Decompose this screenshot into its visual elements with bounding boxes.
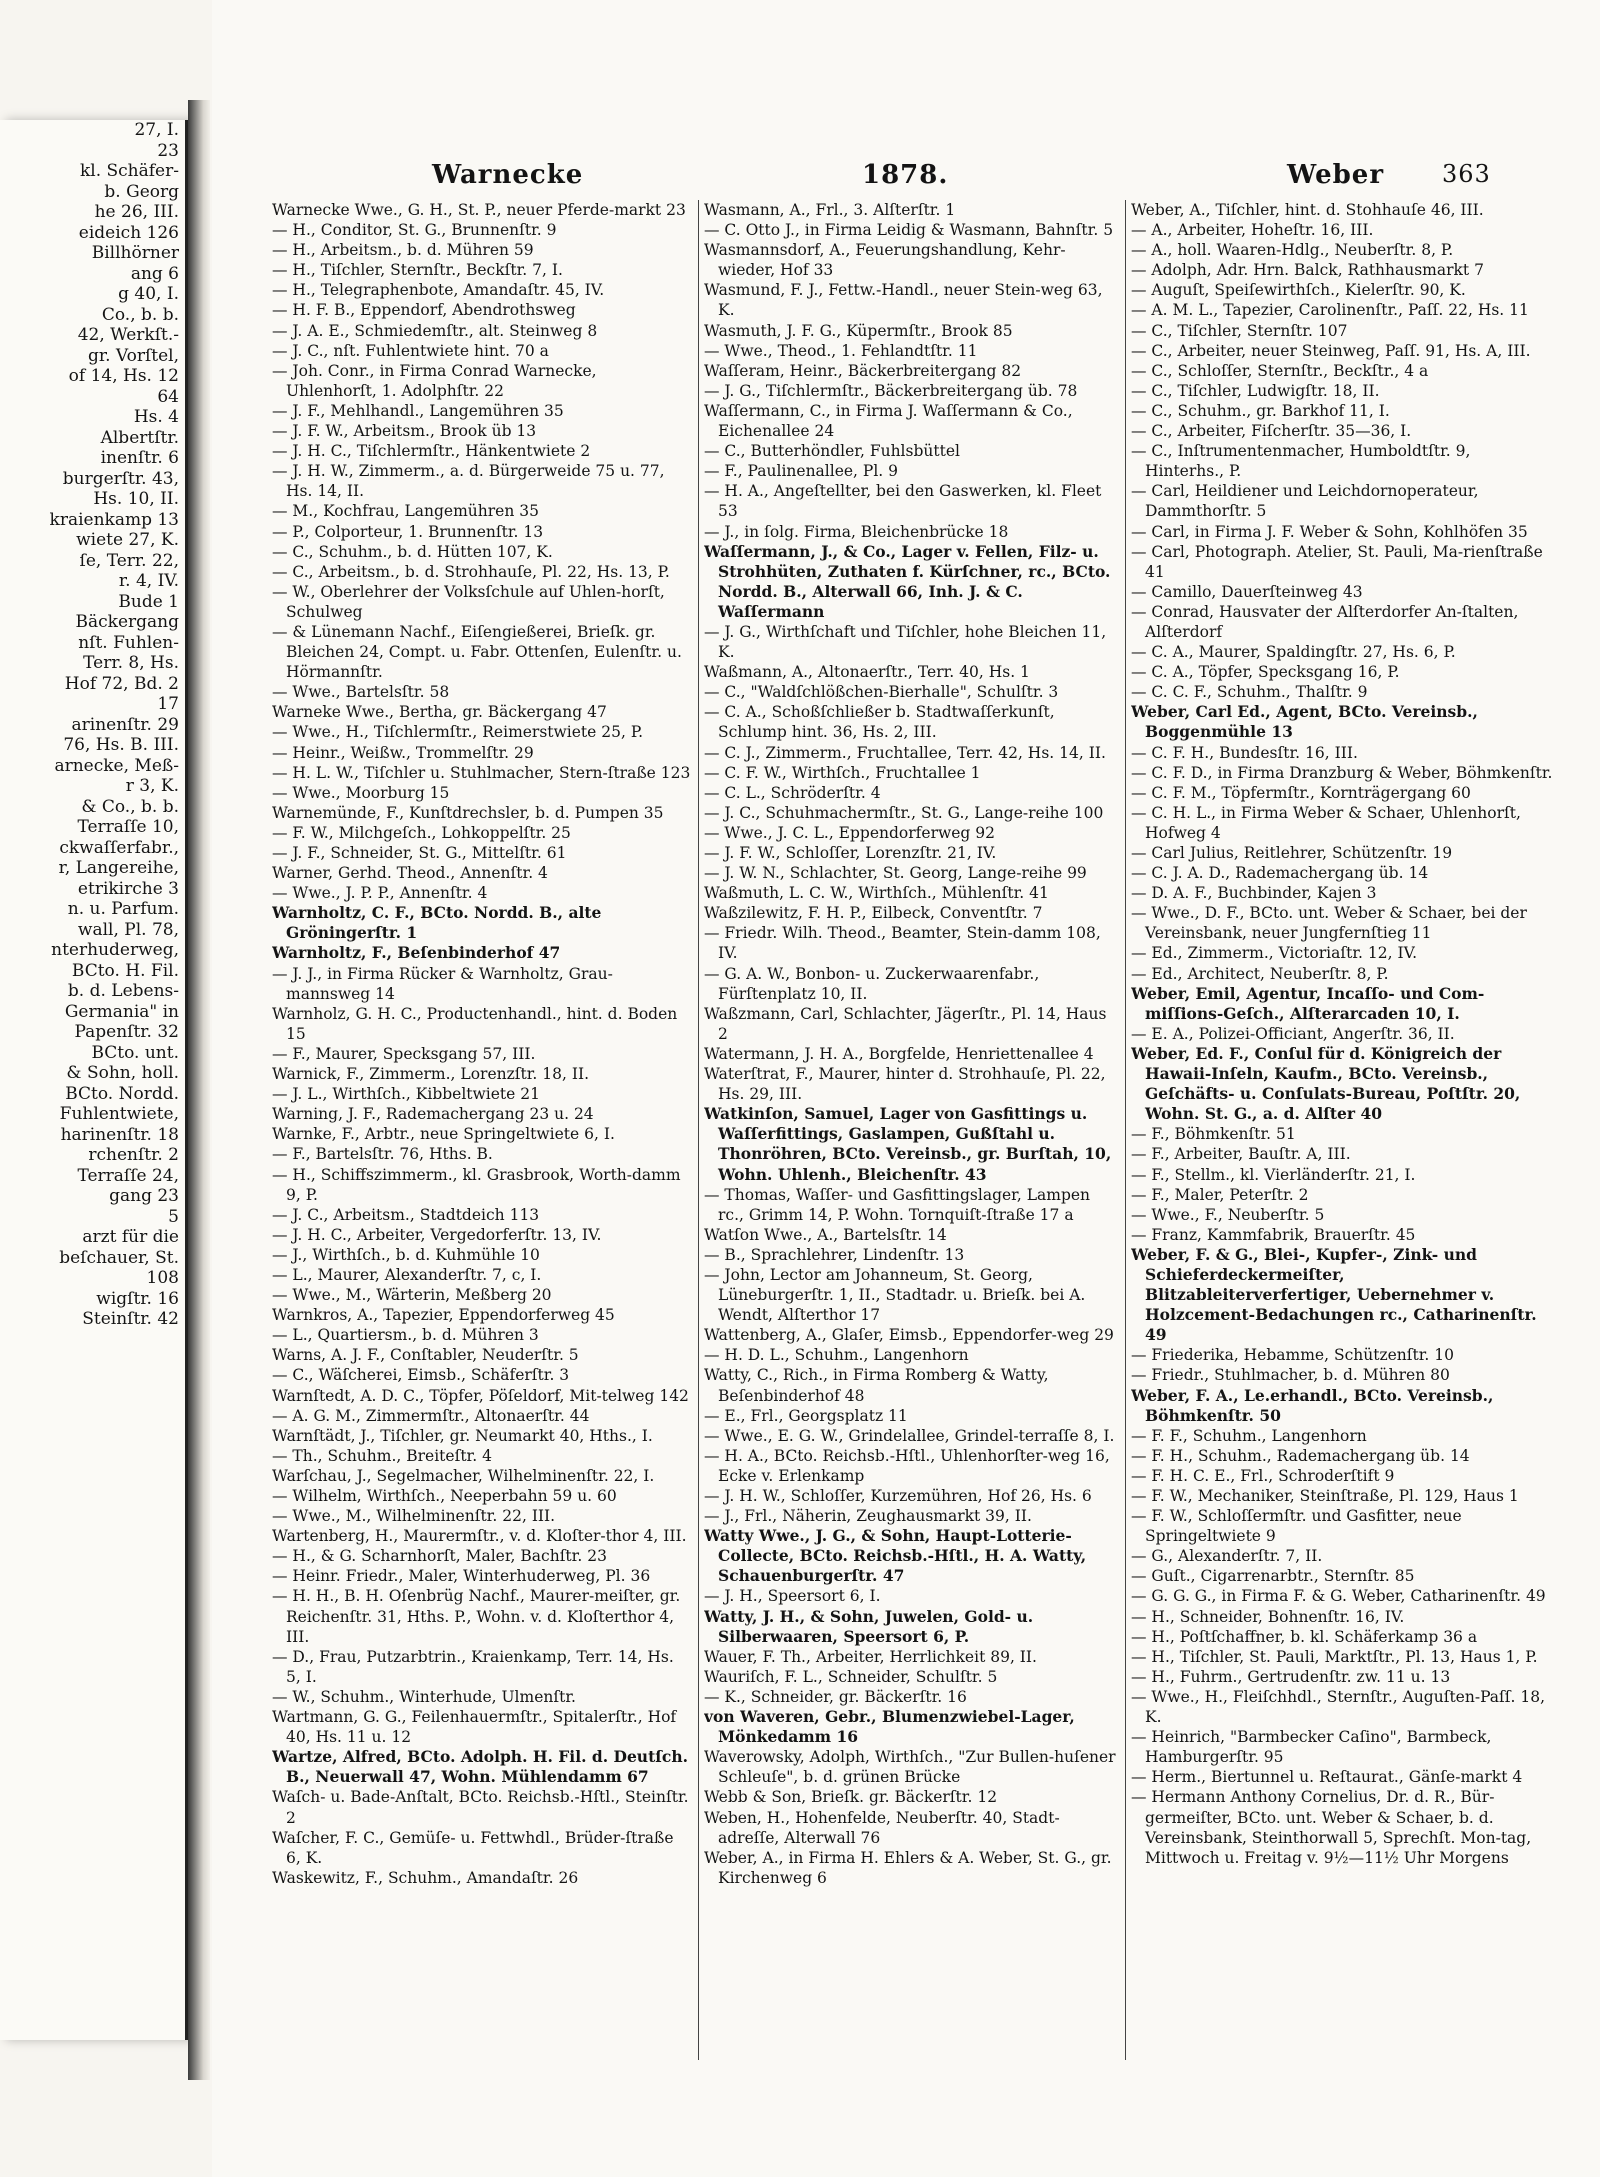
directory-entry: — H., Tiſchler, Sternſtr., Beckſtr. 7, I. xyxy=(272,261,563,280)
directory-entry: Wauriſch, F. L., Schneider, Schulſtr. 5 xyxy=(704,1667,998,1686)
directory-entry: — C. C. F., Schuhm., Thalſtr. 9 xyxy=(1131,683,1368,702)
previous-page-line: Fuhlentwiete, xyxy=(59,1104,179,1124)
previous-page-line: Hof 72, Bd. 2 xyxy=(64,673,179,694)
previous-page-line: 42, Werkſt.- xyxy=(77,325,179,345)
previous-page-line: Steinſtr. 42 xyxy=(82,1309,179,1329)
previous-page-line: 17 xyxy=(157,694,179,714)
directory-entry: — J. C., Arbeitsm., Stadtdeich 113 xyxy=(272,1205,540,1224)
directory-entry: — H. L. W., Tiſchler u. Stuhlmacher, Stern-ſtraße 123 xyxy=(272,763,691,782)
directory-entry: — J. F. W., Arbeitsm., Brook üb 13 xyxy=(272,422,537,441)
directory-entry: Warning, J. F., Rademachergang 23 u. 24 xyxy=(272,1105,594,1124)
directory-entry: — J. L., Wirthſch., Kibbeltwiete 21 xyxy=(272,1085,540,1104)
previous-page-line: g 40, I. xyxy=(118,284,179,304)
directory-entry: — H., Schiffszimmerm., kl. Grasbrook, Worth-damm 9, P. xyxy=(272,1165,681,1204)
directory-entry: — J. C., Schuhmachermſtr., St. G., Lange-reihe 100 xyxy=(704,803,1104,822)
directory-entry: — J. F., Schneider, St. G., Mittelſtr. 61 xyxy=(272,844,567,862)
directory-entry: — H. H., B. H. Oſenbrüg Nachf., Maurer-meiſter, gr. Reichenſtr. 31, Hths. P., Wohn. v. d. Kloſterthor 4, III. xyxy=(272,1587,681,1646)
directory-entry: — M., Kochfrau, Langemühren 35 xyxy=(272,502,539,521)
directory-entry: — J. F. W., Schloſſer, Lorenzſtr. 21, IV. xyxy=(704,844,997,862)
directory-entry: — C. Otto J., in Firma Leidig & Wasmann, Bahnſtr. 5 xyxy=(704,221,1114,240)
previous-page-line: BCto. Nordd. xyxy=(65,1083,179,1104)
directory-entry: — Th., Schuhm., Breiteſtr. 4 xyxy=(272,1446,492,1465)
directory-entry: Warns, A. J. F., Conſtabler, Neuderſtr. 5 xyxy=(272,1346,579,1365)
previous-page-line: gr. Vorſtel, xyxy=(87,345,179,366)
previous-page-line: b. d. Lebens- xyxy=(67,981,179,1001)
directory-entry: — C., Arbeiter, neuer Steinweg, Paſſ. 91, Hs. A, III. xyxy=(1131,341,1531,360)
directory-entry: — A., Arbeiter, Hoheſtr. 16, III. xyxy=(1131,221,1374,240)
header-year: 1878. xyxy=(862,160,949,190)
directory-entry: — A. M. L., Tapezier, Carolinenſtr., Paſſ. 22, Hs. 11 xyxy=(1131,301,1529,320)
directory-entry: — Ed., Zimmerm., Victoriaſtr. 12, IV. xyxy=(1131,944,1417,963)
previous-page-line: b. Georg xyxy=(104,181,179,202)
directory-entry: von Waveren, Gebr., Blumenzwiebel-Lager, Mönkedamm 16 xyxy=(704,1707,1075,1747)
directory-entry: — Friederika, Hebamme, Schützenſtr. 10 xyxy=(1131,1346,1455,1365)
previous-page-line: 64 xyxy=(157,386,179,407)
directory-entry: — Wwe., Moorburg 15 xyxy=(272,783,450,802)
directory-entry: — J. H. W., Zimmerm., a. d. Bürgerweide 75 u. 77, Hs. 14, II. xyxy=(272,462,665,501)
directory-entry: — F., Arbeiter, Bauſtr. A, III. xyxy=(1131,1145,1351,1164)
directory-entry: — C., Arbeiter, Fiſcherſtr. 35—36, I. xyxy=(1131,422,1412,441)
directory-entry: — F., Böhmkenſtr. 51 xyxy=(1131,1125,1296,1144)
directory-entry: — J., in ſolg. Firma, Bleichenbrücke 18 xyxy=(704,522,1009,541)
directory-entry: Weben, H., Hohenfelde, Neuberſtr. 40, Stadt-adreſſe, Alterwall 76 xyxy=(704,1808,1060,1847)
previous-page-line: etrikirche 3 xyxy=(77,878,179,899)
directory-entry: — H., Conditor, St. G., Brunnenſtr. 9 xyxy=(272,221,557,240)
directory-entry: Waßmuth, L. C. W., Wirthſch., Mühlenſtr. 41 xyxy=(704,884,1049,903)
previous-page-line: r 3, K. xyxy=(125,776,179,796)
directory-entry: Warnke, F., Arbtr., neue Springeltwiete 6, I. xyxy=(272,1125,615,1144)
previous-page-line: Germania" in xyxy=(64,1001,179,1022)
previous-page-line: & Co., b. b. xyxy=(81,796,179,817)
previous-page-line: rchenſtr. 2 xyxy=(88,1145,179,1165)
directory-entry: — C., Schuhm., gr. Barkhof 11, I. xyxy=(1131,401,1390,420)
directory-entry: — Auguſt, Speiſewirthſch., Kielerſtr. 90, K. xyxy=(1131,281,1466,300)
directory-entry: — Hermann Anthony Cornelius, Dr. d. R., Bür-germeiſter, BCto. unt. Weber & Schaer, b. d. Vereinsbank, Steinthorwall 5, Sprechſt. Mon-tag, Mittwoch u. Freitag v. 9½—11½ Uhr Morgens xyxy=(1131,1788,1532,1867)
directory-entry: — C. J. A. D., Rademachergang üb. 14 xyxy=(1131,864,1429,883)
directory-entry: — C., Tiſchler, Sternſtr. 107 xyxy=(1131,321,1348,340)
directory-entry: Wartenberg, H., Maurermſtr., v. d. Kloſter-thor 4, III. xyxy=(272,1527,687,1546)
previous-page-line: nſt. Fuhlen- xyxy=(78,632,179,653)
directory-entry: — J. H. W., Schloſſer, Kurzemühren, Hof 26, Hs. 6 xyxy=(704,1487,1092,1505)
directory-entry: — F. W., Mechaniker, Steinſtraße, Pl. 129, Haus 1 xyxy=(1131,1487,1519,1505)
directory-entry: — F., Bartelsſtr. 76, Hths. B. xyxy=(272,1145,493,1164)
column-3 xyxy=(1131,200,1553,2060)
directory-entry: Warnemünde, F., Kunſtdrechsler, b. d. Pumpen 35 xyxy=(272,803,664,822)
previous-page-line: inenſtr. 6 xyxy=(100,448,179,468)
directory-entry: — C. F. M., Töpfermſtr., Kornträgergang 60 xyxy=(1131,783,1471,802)
directory-entry: — W., Oberlehrer der Volksſchule auf Uhlen-horſt, Schulweg xyxy=(272,582,665,621)
directory-entry: Waßzmann, Carl, Schlachter, Jägerſtr., Pl. 14, Haus 2 xyxy=(704,1004,1107,1043)
previous-page-line: arzt für die xyxy=(82,1227,179,1247)
previous-page-line: 23 xyxy=(157,140,179,161)
column-rule xyxy=(1125,200,1126,2060)
directory-entry: — G. A. W., Bonbon- u. Zuckerwaarenfabr., Fürſtenplatz 10, II. xyxy=(704,964,1040,1003)
directory-entry: Weber, F. & G., Blei-, Kupfer-, Zink- und Schieferdeckermeiſter, Blitzableiterverfertiger, Uebernehmer v. Holzcement-Bedachungen rc., Catharinenſtr. 49 xyxy=(1131,1244,1537,1345)
previous-page-line: eideich 126 xyxy=(78,222,179,243)
directory-entry: — C. F. W., Wirthſch., Fruchtallee 1 xyxy=(704,763,981,782)
directory-entry: Warnkros, A., Tapezier, Eppendorferweg 45 xyxy=(272,1306,615,1325)
directory-entry: — Carl, in Firma J. F. Weber & Sohn, Kohlhöfen 35 xyxy=(1131,522,1528,541)
directory-entry: — Wwe., J. P. P., Annenſtr. 4 xyxy=(272,884,488,903)
directory-entry: — Franz, Kammfabrik, Brauerſtr. 45 xyxy=(1131,1225,1416,1244)
directory-entry: — C., Butterhöndler, Fuhlsbüttel xyxy=(704,442,960,461)
directory-entry: — H., Poſtſchaffner, b. kl. Schäferkamp 36 a xyxy=(1131,1627,1478,1646)
previous-page-line: of 14, Hs. 12 xyxy=(68,366,179,386)
directory-entry: Weber, F. A., Le.erhandl., BCto. Vereinsb., Böhmkenſtr. 50 xyxy=(1131,1385,1494,1425)
directory-entry: — J. W. N., Schlachter, St. Georg, Lange-reihe 99 xyxy=(704,864,1087,883)
directory-entry: — C., Wäſcherei, Eimsb., Schäferſtr. 3 xyxy=(272,1366,570,1385)
previous-page-line: burgerſtr. 43, xyxy=(62,468,179,489)
directory-entry: Wasmuth, J. F. G., Küpermſtr., Brook 85 xyxy=(704,321,1013,340)
directory-entry: — C. H. L., in Firma Weber & Schaer, Uhlenhorſt, Hofweg 4 xyxy=(1131,803,1521,842)
directory-entry: — H. A., Angeſtellter, bei den Gaswerken, kl. Fleet 53 xyxy=(704,482,1102,521)
directory-entry: — J. A. E., Schmiedemſtr., alt. Steinweg 8 xyxy=(272,321,598,340)
directory-entry: — H., Tiſchler, St. Pauli, Marktſtr., Pl. 13, Haus 1, P. xyxy=(1131,1647,1538,1666)
header-right-catchword: Weber xyxy=(1287,160,1385,190)
directory-entry: — D. A. F., Buchbinder, Kajen 3 xyxy=(1131,884,1377,903)
directory-entry: Watkinſon, Samuel, Lager von Gasfittings u. Waſſerfittings, Gaslampen, Gußſtahl u. Thonröhren, BCto. Vereinsb., gr. Burſtah, 10, Wohn. Uhlenh., Bleichenſtr. 43 xyxy=(704,1104,1112,1184)
directory-entry: — H. F. B., Eppendorf, Abendrothsweg xyxy=(272,301,576,320)
directory-entry: Watty, C., Rich., in Firma Romberg & Watty, Beſenbinderhof 48 xyxy=(704,1366,1049,1405)
directory-entry: Weber, A., Tiſchler, hint. d. Stohhauſe 46, III. xyxy=(1131,201,1484,219)
directory-entry: — Wilhelm, Wirthſch., Neeperbahn 59 u. 60 xyxy=(272,1487,617,1505)
previous-page-line: 76, Hs. B. III. xyxy=(63,735,179,755)
directory-entry: Waſſermann, C., in Firma J. Waſſermann & Co., Eichenallee 24 xyxy=(704,401,1073,441)
directory-entry: — Thomas, Waſſer- und Gasfittingslager, Lampen rc., Grimm 14, P. Wohn. Tornquiſt-ſtraße 17 a xyxy=(704,1185,1091,1224)
directory-entry: Weber, Ed. F., Conſul für d. Königreich der Hawaii-Inſeln, Kaufm., BCto. Vereinsb., Geſchäfts- u. Conſulats-Bureau, Poſtſtr. 20, Wohn. St. G., a. d. Alſter 40 xyxy=(1131,1043,1521,1124)
previous-page-line: ckwaſſerfabr., xyxy=(59,837,179,858)
directory-entry: — H. D. L., Schuhm., Langenhorn xyxy=(704,1346,969,1365)
page-header xyxy=(212,160,1600,200)
directory-entry: — Carl, Photograph. Atelier, St. Pauli, Ma-rienſtraße 41 xyxy=(1131,542,1543,581)
column-2 xyxy=(704,200,1119,2060)
previous-page-line: gang 23 xyxy=(109,1186,179,1206)
directory-entry: — Heinrich, "Barmbecker Caſino", Barmbeck, Hamburgerſtr. 95 xyxy=(1131,1728,1492,1767)
previous-page-line: wall, Pl. 78, xyxy=(77,919,179,940)
directory-entry: Watty, J. H., & Sohn, Juwelen, Gold- u. Silberwaaren, Speersort 6, P. xyxy=(704,1606,1034,1646)
directory-entry: — C., "Waldſchlößchen-Bierhalle", Schulſtr. 3 xyxy=(704,683,1059,702)
directory-entry: Wartmann, G. G., Feilenhauermſtr., Spitalerſtr., Hof 40, Hs. 11 u. 12 xyxy=(272,1708,677,1747)
directory-entry: — C., Schuhm., b. d. Hütten 107, K. xyxy=(272,542,553,561)
directory-entry: Wasmann, A., Frl., 3. Alſterſtr. 1 xyxy=(704,201,956,219)
directory-entry: — H., Fuhrm., Gertrudenſtr. zw. 11 u. 13 xyxy=(1131,1667,1451,1686)
directory-entry: — Wwe., H., Fleiſchhdl., Sternſtr., Auguſten-Paſſ. 18, K. xyxy=(1131,1687,1546,1727)
directory-entry: Warnholtz, F., Beſenbinderhof 47 xyxy=(272,943,561,963)
previous-page-edge xyxy=(0,120,188,2040)
directory-entry: — H., Arbeitsm., b. d. Mühren 59 xyxy=(272,241,534,260)
directory-entry: Warnecke Wwe., G. H., St. P., neuer Pferde-markt 23 xyxy=(272,201,686,219)
previous-page-line: Papenſtr. 32 xyxy=(74,1022,179,1042)
directory-entry: — L., Quartiersm., b. d. Mühren 3 xyxy=(272,1326,539,1345)
directory-entry: Weber, Emil, Agentur, Incaſſo- und Com-miſſions-Geſch., Alſterarcaden 10, I. xyxy=(1131,983,1485,1023)
directory-entry: — F., Maler, Peterſtr. 2 xyxy=(1131,1185,1309,1204)
directory-entry: — Friedr., Stuhlmacher, b. d. Mühren 80 xyxy=(1131,1366,1450,1385)
directory-entry: — J. G., Wirthſchaft und Tiſchler, hohe Bleichen 11, K. xyxy=(704,622,1107,662)
previous-page-line: beſchauer, St. xyxy=(59,1247,179,1268)
previous-page-lines xyxy=(0,120,185,1330)
directory-entry: — C. J., Zimmerm., Fruchtallee, Terr. 42, Hs. 14, II. xyxy=(704,743,1106,762)
directory-entry: — H., & G. Scharnhorſt, Maler, Bachſtr. 23 xyxy=(272,1547,607,1566)
directory-entry: — Herm., Biertunnel u. Reſtaurat., Gänſe-markt 4 xyxy=(1131,1768,1523,1787)
book-gutter xyxy=(188,100,210,2080)
previous-page-line: r, Langereihe, xyxy=(58,858,179,878)
directory-entry: Webb & Son, Brieſk. gr. Bäckerſtr. 12 xyxy=(704,1788,998,1807)
page-number: 363 xyxy=(1442,160,1491,188)
directory-entry: — Wwe., F., Neuberſtr. 5 xyxy=(1131,1205,1325,1224)
directory-entry: Wattenberg, A., Glaſer, Eimsb., Eppendorfer-weg 29 xyxy=(704,1326,1114,1345)
directory-entry: Wasmannsdorf, A., Feuerungshandlung, Kehr-wieder, Hof 33 xyxy=(704,241,1066,280)
directory-entry: — Carl Julius, Reitlehrer, Schützenſtr. 19 xyxy=(1131,844,1453,862)
directory-entry: — Carl, Heildiener und Leichdornoperateur, Dammthorſtr. 5 xyxy=(1131,482,1479,521)
directory-entry: Waskewitz, F., Schuhm., Amandaſtr. 26 xyxy=(272,1868,579,1887)
directory-entry: — C., Inſtrumentenmacher, Humboldtſtr. 9, Hinterhs., P. xyxy=(1131,442,1471,481)
directory-entry: — J. J., in Firma Rücker & Warnholtz, Grau-mannsweg 14 xyxy=(272,964,613,1003)
directory-entry: — Wwe., H., Tiſchlermſtr., Reimerstwiete 25, P. xyxy=(272,723,644,742)
directory-entry: Watty Wwe., J. G., & Sohn, Haupt-Lotterie-Collecte, BCto. Reichsb.-Hſtl., H. A. Watty, Schauenburgerſtr. 47 xyxy=(704,1526,1087,1586)
directory-entry: — F. F., Schuhm., Langenhorn xyxy=(1131,1426,1367,1445)
directory-entry: — B., Sprachlehrer, Lindenſtr. 13 xyxy=(704,1245,965,1264)
directory-entry: Waſſermann, J., & Co., Lager v. Fellen, Filz- u. Strohhüten, Zuthaten f. Kürſchner, rc., BCto. Nordd. B., Alterwall 66, Inh. J. & C. Waſſermann xyxy=(704,541,1111,621)
directory-entry: Warnſtädt, J., Tiſchler, gr. Neumarkt 40, Hths., I. xyxy=(272,1426,653,1445)
directory-entry: — John, Lector am Johanneum, St. Georg, Lüneburgerſtr. 1, II., Stadtadr. u. Brieſk. bei A. Wendt, Alſterthor 17 xyxy=(704,1265,1086,1325)
directory-entry: — A. G. M., Zimmermſtr., Altonaerſtr. 44 xyxy=(272,1406,590,1425)
directory-entry: — J. H., Speersort 6, I. xyxy=(704,1587,881,1606)
directory-entry: — Wwe., J. C. L., Eppendorferweg 92 xyxy=(704,823,995,842)
previous-page-line: wigſtr. 16 xyxy=(96,1288,179,1309)
previous-page-line: Billhörner xyxy=(91,243,179,263)
directory-entry: — E., Frl., Georgsplatz 11 xyxy=(704,1406,908,1425)
directory-entry: — K., Schneider, gr. Bäckerſtr. 16 xyxy=(704,1687,967,1706)
directory-entry: — F. H. C. E., Frl., Schroderſtift 9 xyxy=(1131,1466,1395,1485)
directory-entry: — F., Stellm., kl. Vierländerſtr. 21, I. xyxy=(1131,1165,1416,1184)
directory-entry: — C. L., Schröderſtr. 4 xyxy=(704,783,881,802)
column-1 xyxy=(272,200,692,2060)
directory-entry: — A., holl. Waaren-Hdlg., Neuberſtr. 8, P. xyxy=(1131,241,1454,260)
directory-entry: — Heinr., Weißw., Trommelſtr. 29 xyxy=(272,743,534,762)
directory-entry: — Guſt., Cigarrenarbtr., Sternſtr. 85 xyxy=(1131,1567,1415,1586)
directory-entry: Warner, Gerhd. Theod., Annenſtr. 4 xyxy=(272,864,548,883)
directory-entry: — & Lünemann Nachf., Eiſengießerei, Brieſk. gr. Bleichen 24, Compt. u. Fabr. Ottenſen, Eulenſtr. u. Hörmannſtr. xyxy=(272,622,682,682)
directory-entry: — F. W., Milchgeſch., Lohkoppelſtr. 25 xyxy=(272,823,571,842)
directory-entry: — Wwe., M., Wilhelminenſtr. 22, III. xyxy=(272,1507,556,1526)
directory-entry: Wasmund, F. J., Fettw.-Handl., neuer Stein-weg 63, K. xyxy=(704,281,1103,320)
directory-entry: — W., Schuhm., Winterhude, Ulmenſtr. xyxy=(272,1687,576,1706)
previous-page-line: Albertſtr. xyxy=(100,427,179,448)
directory-entry: Wartze, Alfred, BCto. Adolph. H. Fil. d. Deutſch. B., Neuerwall 47, Wohn. Mühlendamm 67 xyxy=(272,1747,689,1787)
directory-entry: Warnſtedt, A. D. C., Töpfer, Pöſeldorf, Mit-telweg 142 xyxy=(272,1386,689,1405)
previous-page-line: Terraſſe 24, xyxy=(77,1165,179,1186)
directory-entry: — H. A., BCto. Reichsb.-Hſtl., Uhlenhorſter-weg 16, Ecke v. Erlenkamp xyxy=(704,1446,1110,1485)
column-rule xyxy=(698,200,699,2060)
directory-entry: — J. F., Mehlhandl., Langemühren 35 xyxy=(272,401,564,420)
directory-entry: — C. A., Töpfer, Specksgang 16, P. xyxy=(1131,663,1400,682)
directory-entry: — C., Arbeitsm., b. d. Strohhauſe, Pl. 22, Hs. 13, P. xyxy=(272,562,670,581)
previous-page-line: he 26, III. xyxy=(94,202,179,222)
previous-page-line: kraienkamp 13 xyxy=(49,509,179,530)
directory-entry: Warnholz, G. H. C., Productenhandl., hint. d. Boden 15 xyxy=(272,1004,678,1043)
directory-entry: — Friedr. Wilh. Theod., Beamter, Stein-damm 108, IV. xyxy=(704,924,1101,963)
directory-entry: Waterſtrat, F., Maurer, hinter d. Strohhauſe, Pl. 22, Hs. 29, III. xyxy=(704,1065,1106,1104)
directory-entry: Warnholtz, C. F., BCto. Nordd. B., alte Gröningerſtr. 1 xyxy=(272,903,602,943)
directory-entry: Warnick, F., Zimmerm., Lorenzſtr. 18, II. xyxy=(272,1065,590,1084)
previous-page-line: Hs. 4 xyxy=(133,407,179,427)
previous-page-line: nterhuderweg, xyxy=(51,940,179,960)
directory-entry: — J. G., Tiſchlermſtr., Bäckerbreitergang üb. 78 xyxy=(704,381,1078,400)
directory-entry: — H., Telegraphenbote, Amandaſtr. 45, IV. xyxy=(272,281,605,300)
directory-page xyxy=(212,0,1600,2177)
directory-entry: — Wwe., Bartelsſtr. 58 xyxy=(272,683,450,702)
previous-page-line: Terr. 8, Hs. xyxy=(83,653,179,673)
directory-entry: — Wwe., E. G. W., Grindelallee, Grindel-terraſſe 8, I. xyxy=(704,1426,1115,1445)
directory-entry: — Adolph, Adr. Hrn. Balck, Rathhausmarkt 7 xyxy=(1131,261,1484,280)
directory-entry: — Camillo, Dauerſteinweg 43 xyxy=(1131,582,1363,601)
directory-entry: Waſch- u. Bade-Anſtalt, BCto. Reichsb.-Hſtl., Steinſtr. 2 xyxy=(272,1788,689,1827)
directory-entry: — C. F. D., in Firma Dranzburg & Weber, Böhmkenſtr. xyxy=(1131,763,1553,782)
directory-entry: Weber, Carl Ed., Agent, BCto. Vereinsb., Boggenmühle 13 xyxy=(1131,702,1478,742)
directory-entry: — G., Alexanderſtr. 7, II. xyxy=(1131,1547,1323,1566)
directory-entry: — C. F. H., Bundesſtr. 16, III. xyxy=(1131,743,1358,762)
directory-entry: Waſcher, F. C., Gemüſe- u. Fettwhdl., Brüder-ſtraße 6, K. xyxy=(272,1828,674,1867)
directory-entry: — Heinr. Friedr., Maler, Winterhuderweg, Pl. 36 xyxy=(272,1567,651,1586)
directory-entry: — J. C., nſt. Fuhlentwiete hint. 70 a xyxy=(272,341,549,360)
directory-entry: — F. W., Schloſſermſtr. und Gasfitter, neue Springeltwiete 9 xyxy=(1131,1507,1462,1546)
directory-entry: — C. A., Maurer, Spaldingſtr. 27, Hs. 6, P. xyxy=(1131,643,1456,662)
previous-page-line: 27, I. xyxy=(134,120,179,140)
directory-entry: Wauer, F. Th., Arbeiter, Herrlichkeit 89, II. xyxy=(704,1647,1037,1666)
directory-entry: — D., Frau, Putzarbtrin., Kraienkamp, Terr. 14, Hs. 5, I. xyxy=(272,1647,674,1686)
directory-entry: — F. H., Schuhm., Rademachergang üb. 14 xyxy=(1131,1446,1470,1465)
previous-page-line: r. 4, IV. xyxy=(118,571,179,591)
directory-entry: — G. G. G., in Firma F. & G. Weber, Catharinenſtr. 49 xyxy=(1131,1587,1546,1606)
directory-entry: Watermann, J. H. A., Borgfelde, Henriettenallee 4 xyxy=(704,1044,1094,1063)
previous-page-line: Bäckergang xyxy=(75,612,179,632)
header-left-catchword: Warnecke xyxy=(432,160,584,190)
previous-page-line: Bude 1 xyxy=(118,591,179,612)
directory-entry: — C. A., Schoßſchließer b. Stadtwaſſerkunſt, Schlump hint. 36, Hs. 2, III. xyxy=(704,703,1055,742)
directory-entry: — J. H. C., Tiſchlermſtr., Hänkentwiete 2 xyxy=(272,442,591,461)
previous-page-line: arnecke, Meß- xyxy=(54,755,179,776)
directory-entry: — C., Tiſchler, Ludwigſtr. 18, II. xyxy=(1131,381,1380,400)
directory-entry: Watſon Wwe., A., Bartelsſtr. 14 xyxy=(704,1225,947,1244)
previous-page-line: 5 xyxy=(168,1206,179,1227)
previous-page-line: 108 xyxy=(146,1268,179,1288)
directory-entry: — F., Paulinenallee, Pl. 9 xyxy=(704,462,899,481)
directory-entry: — J., Frl., Näherin, Zeughausmarkt 39, II. xyxy=(704,1507,1032,1526)
previous-page-line: Co., b. b. xyxy=(101,304,179,325)
previous-page-line: arinenſtr. 29 xyxy=(71,714,179,735)
previous-page-line: ang 6 xyxy=(130,263,179,284)
previous-page-line: wiete 27, K. xyxy=(76,530,179,550)
directory-entry: — J., Wirthſch., b. d. Kuhmühle 10 xyxy=(272,1245,540,1264)
previous-page-line: ſe, Terr. 22, xyxy=(79,550,179,571)
previous-page-line: BCto. unt. xyxy=(91,1042,179,1063)
directory-entry: — Conrad, Hausvater der Alſterdorfer An-ſtalten, Alſterdorf xyxy=(1131,602,1519,641)
previous-page-line: BCto. H. Fil. xyxy=(71,960,179,981)
previous-page-line: Terraſſe 10, xyxy=(77,817,179,837)
directory-entry: — C., Schloſſer, Sternſtr., Beckſtr., 4 a xyxy=(1131,361,1429,380)
directory-entry: Waverowsky, Adolph, Wirthſch., "Zur Bullen-huſener Schleuſe", b. d. grünen Brücke xyxy=(704,1748,1116,1787)
previous-page-line: n. u. Parfum. xyxy=(67,899,179,919)
previous-page-line: & Sohn, holl. xyxy=(66,1063,179,1083)
directory-entry: Warneke Wwe., Bertha, gr. Bäckergang 47 xyxy=(272,703,607,722)
previous-page-line: harinenſtr. 18 xyxy=(60,1124,179,1145)
directory-entry: — Joh. Conr., in Firma Conrad Warnecke, Uhlenhorſt, 1. Adolphſtr. 22 xyxy=(272,361,597,400)
directory-entry: — F., Maurer, Specksgang 57, III. xyxy=(272,1044,536,1063)
directory-entry: — L., Maurer, Alexanderſtr. 7, c, I. xyxy=(272,1265,542,1284)
directory-entry: — P., Colporteur, 1. Brunnenſtr. 13 xyxy=(272,522,544,541)
previous-page-line: Hs. 10, II. xyxy=(93,489,179,509)
directory-entry: Waßzilewitz, F. H. P., Eilbeck, Conventſtr. 7 xyxy=(704,904,1043,923)
directory-entry: — Wwe., Theod., 1. Fehlandtſtr. 11 xyxy=(704,341,978,360)
directory-entry: Waſſeram, Heinr., Bäckerbreitergang 82 xyxy=(704,361,1022,380)
directory-entry: — Ed., Architect, Neuberſtr. 8, P. xyxy=(1131,964,1389,983)
directory-entry: — E. A., Polizei-Officiant, Angerſtr. 36, II. xyxy=(1131,1024,1455,1043)
directory-entry: Warſchau, J., Segelmacher, Wilhelminenſtr. 22, I. xyxy=(272,1466,655,1485)
previous-page-line: kl. Schäfer- xyxy=(79,161,179,181)
directory-entry: — J. H. C., Arbeiter, Vergedorferſtr. 13, IV. xyxy=(272,1225,602,1244)
directory-entry: Weber, A., in Firma H. Ehlers & A. Weber, St. G., gr. Kirchenweg 6 xyxy=(704,1848,1112,1887)
directory-entry: — H., Schneider, Bohnenſtr. 16, IV. xyxy=(1131,1607,1405,1626)
directory-entry: Waßmann, A., Altonaerſtr., Terr. 40, Hs. 1 xyxy=(704,663,1030,682)
directory-entry: — Wwe., D. F., BCto. unt. Weber & Schaer, bei der Vereinsbank, neuer Jungfernſtieg 11 xyxy=(1131,904,1527,943)
directory-entry: — Wwe., M., Wärterin, Meßberg 20 xyxy=(272,1286,552,1305)
